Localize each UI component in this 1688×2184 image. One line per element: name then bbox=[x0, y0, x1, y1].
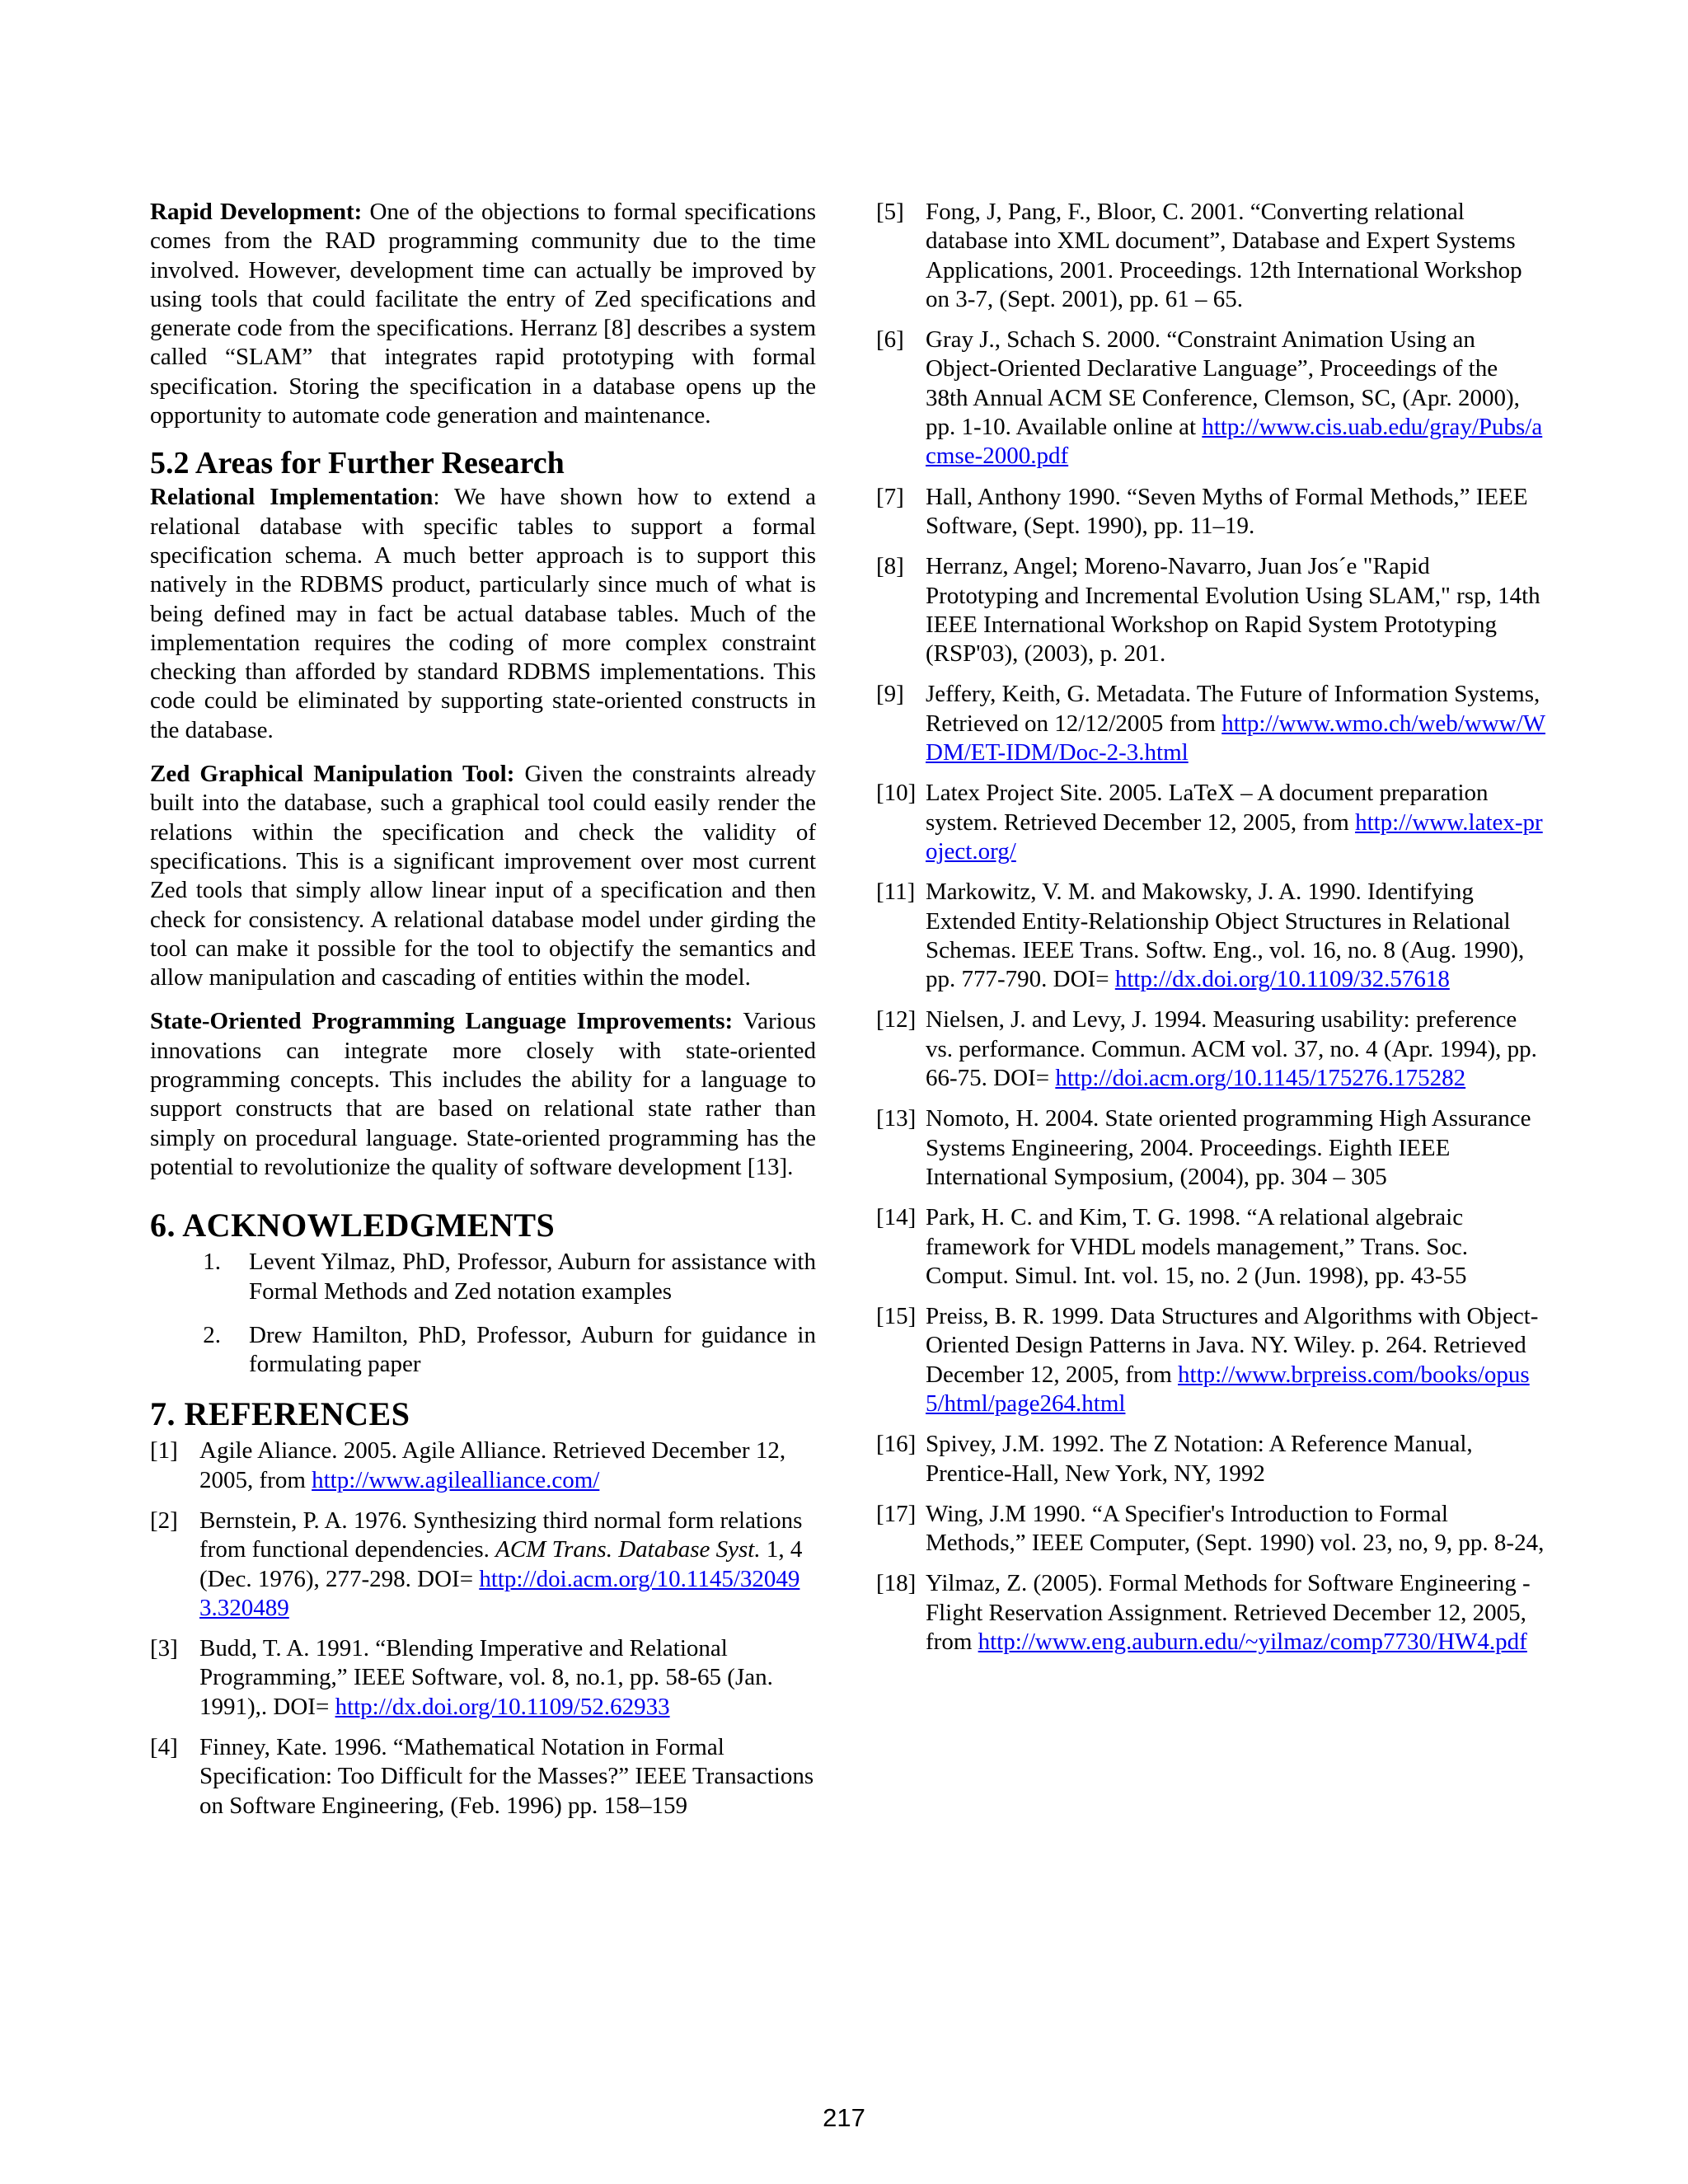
zed-tool-paragraph bbox=[150, 760, 816, 992]
reference-text bbox=[926, 483, 1545, 541]
reference-text bbox=[926, 680, 1545, 767]
reference-link[interactable]: http://dx.doi.org/10.1109/32.57618 bbox=[1114, 966, 1450, 993]
reference-number: [8] bbox=[876, 553, 904, 580]
reference-number: [1] bbox=[150, 1437, 178, 1465]
reference-item bbox=[876, 878, 1545, 994]
reference-text bbox=[926, 198, 1545, 314]
reference-item bbox=[876, 198, 1545, 314]
reference-body: Nomoto, H. 2004. State oriented programming High Assurance Systems Engineering, 2004. Proceedings. Eighth IEEE International Symposium, (2004), pp. 304 – 305 bbox=[926, 1105, 1531, 1190]
reference-text bbox=[926, 1005, 1545, 1093]
reference-number: [18] bbox=[876, 1570, 917, 1597]
reference-body: Agile Aliance. 2005. Agile Alliance. Retrieved December 12, 2005, from bbox=[199, 1437, 786, 1493]
reference-list-left bbox=[150, 1436, 816, 1821]
reference-item bbox=[876, 779, 1545, 866]
reference-item bbox=[876, 680, 1545, 767]
reference-number: [3] bbox=[150, 1635, 178, 1662]
reference-body: 1, 4 (Dec. 1976), 277-298. DOI= bbox=[199, 1536, 803, 1592]
reference-body: Budd, T. A. 1991. “Blending Imperative and Relational Programming,” IEEE Software, vol. 8, no.1, pp. 58-65 (Jan. 1991),. DOI= bbox=[199, 1635, 773, 1720]
reference-link[interactable]: http://doi.acm.org/10.1145/175276.175282 bbox=[1055, 1065, 1466, 1092]
reference-item bbox=[876, 326, 1545, 471]
section-heading-acknowledgments: 6. ACKNOWLEDGMENTS bbox=[150, 1207, 556, 1244]
reference-number: [9] bbox=[876, 681, 904, 708]
reference-item bbox=[150, 1733, 816, 1821]
right-column bbox=[876, 198, 1545, 1668]
reference-text bbox=[199, 1634, 816, 1722]
rapid-development-paragraph bbox=[150, 198, 816, 430]
reference-number: [16] bbox=[876, 1431, 917, 1458]
reference-text bbox=[926, 552, 1545, 668]
reference-journal: ACM Trans. Database Syst. bbox=[495, 1536, 761, 1563]
list-text: Levent Yilmaz, PhD, Professor, Auburn for assistance with Formal Methods and Zed notation examples bbox=[249, 1249, 816, 1305]
reference-item bbox=[876, 1005, 1545, 1093]
reference-body: Nielsen, J. and Levy, J. 1994. Measuring usability: preference vs. performance. Commun. ACM vol. 37, no. 4 (Apr. 1994), pp. 66-75. DOI= bbox=[926, 1006, 1537, 1092]
section-heading-5-2: 5.2 Areas for Further Research bbox=[150, 446, 565, 481]
paragraph-text: Various innovations can integrate more closely with state-oriented programming concepts. This includes the ability for a language to support constructs that are based on relational state rather than simply on procedural language. State-oriented programming has the potential to revolutionize the quality of software development [13]. bbox=[150, 1008, 816, 1180]
paragraph-text: One of the objections to formal specifications comes from the RAD programming community due to the time involved. However, development time can actually be improved by using tools that could facilitate the entry of Zed specifications and generate code from the specifications. Herranz [8] describes a system called “SLAM” that integrates rapid prototyping with formal specification. Storing the specification in a database opens up the opportunity to automate code generation and maintenance. bbox=[150, 199, 816, 429]
reference-item bbox=[876, 1302, 1545, 1418]
runin-heading: Rapid Development: bbox=[150, 199, 363, 225]
reference-link[interactable]: http://doi.acm.org/10.1145/320493.320489 bbox=[199, 1565, 800, 1621]
list-text: Drew Hamilton, PhD, Professor, Auburn for guidance in formulating paper bbox=[249, 1321, 816, 1378]
reference-number: [6] bbox=[876, 326, 904, 354]
reference-item bbox=[876, 483, 1545, 541]
reference-number: [4] bbox=[150, 1734, 178, 1761]
reference-item bbox=[876, 1203, 1545, 1291]
reference-body: Markowitz, V. M. and Makowsky, J. A. 1990. Identifying Extended Entity-Relationship Object Structures in Relational Schemas. IEEE Trans. Softw. Eng., vol. 16, no. 8 (Aug. 1990), pp. 777-790. DOI= bbox=[926, 879, 1525, 993]
reference-item bbox=[150, 1436, 816, 1495]
reference-number: [10] bbox=[876, 780, 917, 807]
reference-item bbox=[876, 1104, 1545, 1192]
reference-number: [5] bbox=[876, 199, 904, 225]
list-item bbox=[150, 1248, 816, 1306]
reference-item bbox=[876, 1500, 1545, 1558]
reference-text bbox=[926, 1430, 1545, 1488]
reference-body: Gray J., Schach S. 2000. “Constraint Animation Using an Object-Oriented Declarative Language”, Proceedings of the 38th Annual ACM SE Conference, Clemson, SC, (Apr. 2000), pp. 1-10. Available online at bbox=[926, 326, 1520, 441]
reference-link[interactable]: http://dx.doi.org/10.1109/52.62933 bbox=[335, 1693, 670, 1720]
paragraph-text: Given the constraints already built into the database, such a graphical tool could easily render the relations within the specification and check the validity of specifications. This is a significant improvement over most current Zed tools that simply allow linear input of a specification and then check for consistency. A relational database model under girding the tool can make it possible for the tool to objectify the semantics and allow manipulation and cascading of entities within the model. bbox=[150, 761, 816, 991]
reference-body: Fong, J, Pang, F., Bloor, C. 2001. “Converting relational database into XML document”, Database and Expert Systems Applications, 2001. Proceedings. 12th International Workshop on 3-7, (Sept. 2001), pp. 61 – 65. bbox=[926, 199, 1522, 312]
reference-text bbox=[199, 1436, 816, 1495]
reference-text bbox=[926, 1104, 1545, 1192]
reference-text bbox=[926, 1203, 1545, 1291]
reference-text bbox=[926, 779, 1545, 866]
reference-body: Bernstein, P. A. 1976. Synthesizing third normal form relations from functional dependencies. bbox=[199, 1507, 803, 1563]
list-item bbox=[150, 1321, 816, 1380]
reference-link[interactable]: http://www.eng.auburn.edu/~yilmaz/comp7730/HW4.pdf bbox=[978, 1629, 1527, 1656]
acknowledgments-list bbox=[150, 1248, 816, 1379]
reference-body: Yilmaz, Z. (2005). Formal Methods for Software Engineering - Flight Reservation Assignment. Retrieved December 12, 2005, from bbox=[926, 1570, 1531, 1656]
reference-number: [14] bbox=[876, 1204, 917, 1231]
relational-implementation-paragraph bbox=[150, 483, 816, 745]
list-number: 2. bbox=[203, 1321, 221, 1348]
left-column bbox=[150, 198, 816, 1832]
reference-item bbox=[150, 1507, 816, 1623]
section-heading-references: 7. REFERENCES bbox=[150, 1395, 410, 1433]
reference-item bbox=[876, 552, 1545, 668]
reference-text bbox=[926, 1569, 1545, 1657]
reference-number: [17] bbox=[876, 1500, 917, 1527]
reference-number: [15] bbox=[876, 1303, 917, 1330]
list-number: 1. bbox=[203, 1249, 221, 1276]
reference-number: [12] bbox=[876, 1006, 917, 1033]
reference-link[interactable]: http://www.agilealliance.com/ bbox=[312, 1466, 600, 1493]
reference-text bbox=[926, 326, 1545, 471]
reference-body: Latex Project Site. 2005. LaTeX – A document preparation system. Retrieved December 12, 2005, from bbox=[926, 780, 1489, 836]
reference-number: [7] bbox=[876, 483, 904, 510]
reference-text bbox=[926, 1500, 1545, 1558]
reference-body: Park, H. C. and Kim, T. G. 1998. “A relational algebraic framework for VHDL models management,” Trans. Soc. Comput. Simul. Int. vol. 15, no. 2 (Jun. 1998), pp. 43-55 bbox=[926, 1204, 1469, 1289]
reference-text bbox=[199, 1507, 816, 1623]
reference-text bbox=[926, 1302, 1545, 1418]
reference-link[interactable]: http://www.brpreiss.com/books/opus5/html/page264.html bbox=[926, 1361, 1530, 1417]
reference-item bbox=[876, 1569, 1545, 1657]
page-number: 217 bbox=[823, 2103, 865, 2132]
reference-body: Finney, Kate. 1996. “Mathematical Notation in Formal Specification: Too Difficult for the Masses?” IEEE Transactions on Software Engineering, (Feb. 1996) pp. 158–159 bbox=[199, 1734, 814, 1819]
state-oriented-paragraph bbox=[150, 1007, 816, 1182]
reference-body: Jeffery, Keith, G. Metadata. The Future of Information Systems, Retrieved on 12/12/2005 from bbox=[926, 681, 1540, 737]
reference-item bbox=[876, 1430, 1545, 1488]
reference-link[interactable]: http://www.wmo.ch/web/www/WDM/ET-IDM/Doc-2-3.html bbox=[926, 710, 1546, 766]
reference-body: Herranz, Angel; Moreno-Navarro, Juan Jos´e "Rapid Prototyping and Incremental Evolution Using SLAM," rsp, 14th IEEE International Workshop on Rapid System Prototyping (RSP'03), (2003), p. 201. bbox=[926, 553, 1540, 668]
reference-item bbox=[150, 1634, 816, 1722]
reference-body: Wing, J.M 1990. “A Specifier's Introduction to Formal Methods,” IEEE Computer, (Sept. 1990) vol. 23, no, 9, pp. 8-24, bbox=[926, 1500, 1545, 1557]
reference-text bbox=[926, 878, 1545, 994]
reference-link[interactable]: http://www.cis.uab.edu/gray/Pubs/acmse-2000.pdf bbox=[926, 414, 1543, 470]
reference-body: Hall, Anthony 1990. “Seven Myths of Formal Methods,” IEEE Software, (Sept. 1990), pp. 11–19. bbox=[926, 483, 1528, 539]
reference-body: Preiss, B. R. 1999. Data Structures and Algorithms with Object-Oriented Design Patterns in Java. NY. Wiley. p. 264. Retrieved December 12, 2005, from bbox=[926, 1303, 1539, 1388]
reference-text bbox=[199, 1733, 816, 1821]
reference-list-right bbox=[876, 198, 1545, 1657]
reference-body: Spivey, J.M. 1992. The Z Notation: A Reference Manual, Prentice-Hall, New York, NY, 1992 bbox=[926, 1431, 1473, 1487]
runin-heading: Zed Graphical Manipulation Tool: bbox=[150, 761, 515, 788]
paragraph-text: : We have shown how to extend a relational database with specific tables to support a formal specification schema. A much better approach is to support this natively in the RDBMS product, particularly since much of what is being defined may in fact be actual database tables. Much of the implementation requires the coding of more complex constraint checking than afforded by standard RDBMS implementations. This code could be eliminated by supporting state-oriented constructs in the database. bbox=[150, 484, 816, 743]
reference-number: [11] bbox=[876, 879, 916, 906]
reference-number: [13] bbox=[876, 1105, 917, 1132]
reference-link[interactable]: http://www.latex-project.org/ bbox=[926, 808, 1543, 865]
reference-number: [2] bbox=[150, 1507, 178, 1534]
runin-heading: State-Oriented Programming Language Improvements: bbox=[150, 1008, 734, 1035]
runin-heading: Relational Implementation bbox=[150, 484, 434, 511]
